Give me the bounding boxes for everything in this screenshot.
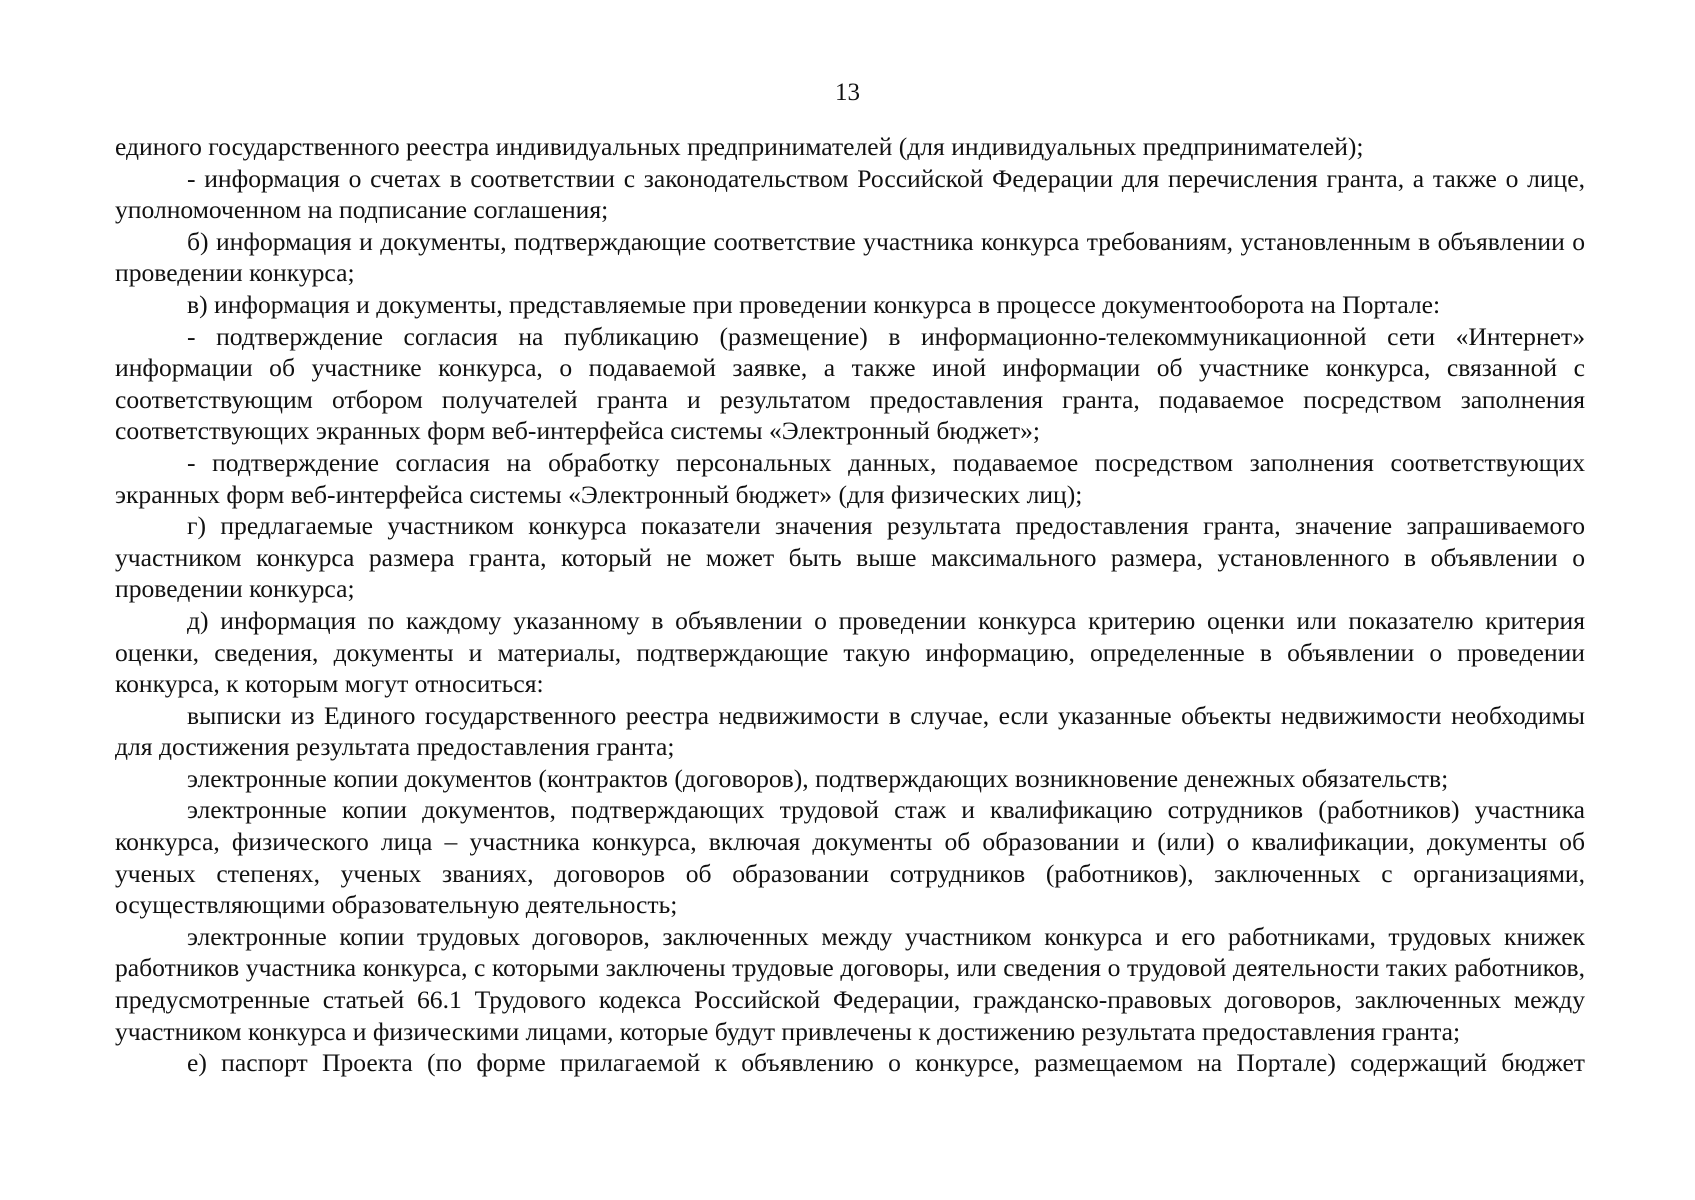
paragraph-labor-contract-copies: электронные копии трудовых договоров, заключенных между участником конкурса и его работниками, трудовых книжек работников участника конкурса, с которыми заключены трудовые договоры, или сведения о трудовой деятельности таких работников, предусмотренные статьей 66.1 Трудового кодекса Российской Федерации, гражданско-правовых договоров, заключенных между участником конкурса и физическими лицами, которые будут привлечены к достижению результата предоставления гранта; <box>115 921 1585 1046</box>
paragraph-publication-consent: - подтверждение согласия на публикацию (размещение) в информационно-телекоммуникационной сети «Интернет» информации об участнике конкурса, о подаваемой заявке, а также иной информации об участнике конкурса, связанной с соответствующим отбором получателей гранта и результатом предоставления гранта, подаваемое посредством заполнения соответствующих экранных форм веб-интерфейса системы «Электронный бюджет»; <box>115 321 1585 446</box>
paragraph-real-estate-extracts: выписки из Единого государственного реестра недвижимости в случае, если указанные объекты недвижимости необходимы для достижения результата предоставления гранта; <box>115 700 1585 762</box>
document-body <box>115 131 1585 1079</box>
paragraph-contract-copies: электронные копии документов (контрактов (договоров), подтверждающих возникновение денежных обязательств; <box>187 763 1449 793</box>
paragraph-continuation: единого государственного реестра индивидуальных предпринимателей (для индивидуальных предпринимателей); <box>115 132 1364 161</box>
paragraph-personal-data-consent: - подтверждение согласия на обработку персональных данных, подаваемое посредством заполнения соответствующих экранных форм веб-интерфейса системы «Электронный бюджет» (для физических лиц); <box>115 447 1585 509</box>
page-number: 13 <box>835 79 860 106</box>
paragraph-item-d: д) информация по каждому указанному в объявлении о проведении конкурса критерию оценки или показателю критерия оценки, сведения, документы и материалы, подтверждающие такую информацию, определенные в объявлении о проведении конкурса, к которым могут относиться: <box>115 605 1585 699</box>
paragraph-item-v: в) информация и документы, представляемые при проведении конкурса в процессе документооборота на Портале: <box>187 289 1441 319</box>
paragraph-item-g: г) предлагаемые участником конкурса показатели значения результата предоставления гранта, значение запрашиваемого участником конкурса размера гранта, который не может быть выше максимального размера, установленного в объявлении о проведении конкурса; <box>115 511 1585 604</box>
paragraph-bank-accounts: - информация о счетах в соответствии с законодательством Российской Федерации для перечисления гранта, а также о лице, уполномоченном на подписание соглашения; <box>115 163 1585 225</box>
paragraph-item-b: б) информация и документы, подтверждающие соответствие участника конкурса требованиям, установленным в объявлении о проведении конкурса; <box>115 226 1585 288</box>
paragraph-item-e: е) паспорт Проекта (по форме прилагаемой к объявлению о конкурсе, размещаемом на Портале) содержащий бюджет <box>187 1048 1585 1078</box>
paragraph-qualification-copies: электронные копии документов, подтверждающих трудовой стаж и квалификацию сотрудников (работников) участника конкурса, физического лица – участника конкурса, включая документы об образовании и (или) о квалификации, документы об ученых степенях, ученых званиях, договоров об образовании сотрудников (работников), заключенных с организациями, осуществляющими образовательную деятельность; <box>115 795 1585 920</box>
